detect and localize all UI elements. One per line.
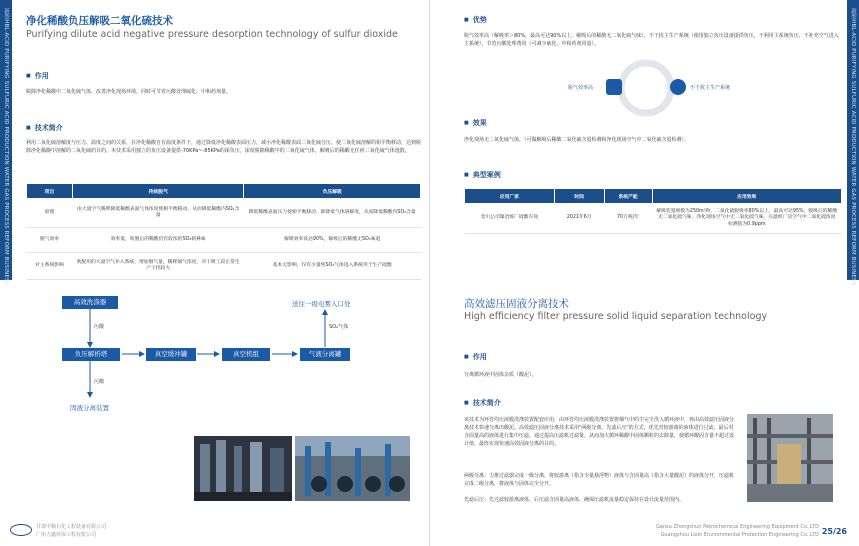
flow-node-scrubber: 高效洗涤器 [62, 296, 118, 309]
table-header: 系统产能 [604, 189, 652, 204]
table-cell: 吹脱用的大量空气补入系统，增加烟气量，稀释烟气浓度，对干吸工段正常生产干扰较大 [72, 253, 244, 280]
table-header: 项目 [27, 184, 73, 199]
table-cell: 效率低，吹脱后的稀酸仍有较浓的SO₂刺鼻味 [72, 228, 244, 253]
section2-subtitle: High efficiency filter pressure solid liquid separation technology [464, 311, 768, 322]
table-header: 负压解吸 [244, 184, 421, 199]
page-title: 净化稀酸负压解吸二氧化硫技术 [26, 15, 173, 27]
level1-text: 两级分离：力推过滤器完成一级分离，将较游离（指含少量悬浮物）液体与含固量高（指含大量酸泥）的液体分开，压滤机完成二级分离，将液体与固体完全分开。 [464, 473, 735, 487]
level2-text: 先滤后压：先过滤较游离液体，后压滤含固量高液体，确保压滤机流量稳定保持在设计流量范围内。 [464, 497, 685, 503]
flow-node-desorption-tower: 负压解析塔 [62, 348, 120, 361]
page-subtitle: Purifying dilute acid negative pressure desorption technology of sulfur dioxide [26, 29, 398, 40]
table-cell: 70万吨/年 [604, 204, 652, 234]
effect-text: 净化现场无二氧化硫气体，（可做解吸后稀酸二氧化硫含量检测和净化现场空气中二氧化硫含量检测）。 [464, 137, 690, 143]
flow-node-separator: 气液分离罐 [300, 348, 350, 361]
section-effect: ■ 效果 [464, 118, 487, 128]
table-cell: 降低稀酸表面压力使相平衡移动，即降低气体溶解度，从而降低稀酸内SO₂含量 [244, 199, 421, 228]
flow-label-dilute-acid: 污酸 [94, 324, 105, 330]
right-sidebar-text: 新型HBL·ACID PURIFYING SULFURIC ACID PRODUCTION WATER GAS PROCESS REFORM BUSINESS [850, 8, 856, 286]
left-sidebar-text: 新型HBL·ACID PURIFYING SULFURIC ACID PRODUCTION WATER GAS PROCESS REFORM BUSINESS [3, 8, 9, 286]
section2-title: 高效滤压固液分离技术 [464, 298, 569, 310]
table-row [27, 199, 421, 228]
table-cell: 解吸效率高达90%，解吸后的稀酸无SO₂味道 [244, 228, 421, 253]
section-use: ■ 作用 [26, 71, 49, 81]
footer-company-en-1: Gansu Zhongshun Petrochemical Engineering Equipment Co.,LTD [655, 524, 819, 530]
table-cell: 基本无影响，仅有少量纯SO₂气体进入系统用于生产硫酸 [244, 253, 421, 280]
use-text: 脱除净化稀酸中二氧化硫气体，改善净化现场环境，同时可节省污酸处理硫化、中和药剂量。 [26, 89, 232, 95]
section-intro: ■ 技术简介 [26, 123, 63, 133]
section-use-2: ■ 作用 [464, 352, 487, 362]
badge-efficiency: 脱气效率高 [568, 85, 594, 91]
right-page [430, 0, 859, 546]
table-header: 应用效果 [652, 189, 842, 204]
footer-company-2: 广州力鑫环保工程有限公司 [36, 532, 97, 538]
table-row [27, 228, 421, 253]
table-header: 应用厂家 [465, 189, 555, 204]
table-cell: 解吸装置规模为250m³/h，二氧化硫脱吸率80%以上，最高可达95%，脱吸后的稀酸无二氧化硫气味，净化现场空气中无二氧化硫气味，压滤机厂房空气中二氧化硫浓度检测值为0.9ppm [652, 204, 842, 234]
table-cell: 原理 [27, 199, 73, 228]
table-header: 传统脱气 [72, 184, 244, 199]
equipment-photo-2 [295, 436, 410, 501]
flow-label-dilute-acid-2: 污酸 [94, 379, 105, 385]
section-case: ■ 典型案例 [464, 170, 501, 180]
use2-text: 分离循环液中固体杂质（酸泥）。 [464, 372, 537, 378]
page-number: 25/26 [821, 527, 847, 536]
filter-press-photo [747, 414, 833, 502]
table-cell: 脱气效率 [27, 228, 73, 253]
flow-label-destination: 送往一级电雾入口处 [292, 300, 351, 308]
footer-company-1: 甘肃中顺石化工程装备有限公司 [36, 524, 107, 530]
left-sidebar [0, 0, 12, 286]
right-sidebar [847, 0, 859, 286]
flow-node-buffer-tank: 真空缓冲罐 [146, 348, 196, 361]
efficiency-icon [606, 79, 622, 95]
table-row [27, 253, 421, 280]
intro2-text: 该技术为环管均压液膜洗涤装置配套应用，由环管均压液膜洗涤装置将烟气中的尘完全洗入循环液中，再由高效滤压固液分离技术快速分离出酸泥。高效滤压固液分离技术采用"两级分离、先滤后压"的方式，优先对较游离的液体进行过滤，最后对含固量高的液体进行集中压滤，通过提高压滤机过滤量，从而加大循环稀酸中固体颗粒的去除量，使循环酸固含量不超过设计值，最终实现快速高效固液分离的目的。 [464, 417, 735, 447]
flow-node-filter: 固液分离装置 [70, 404, 109, 412]
badge-independent: 不干扰主生产系统 [690, 85, 731, 91]
table-cell: 对主系统影响 [27, 253, 73, 280]
flow-node-vacuum-unit: 真空机组 [222, 348, 270, 361]
independent-system-icon [670, 79, 686, 95]
intro-text: 利用二氧化硫溶解度与压力、温度之间的关系，在净化稀酸自有温度条件下，通过降低净化稀酸表面压力，减小净化稀酸表面二氧化硫分压，使二氧化硫溶解的相平衡移动，达到脱除净化稀酸中溶解的二氧化硫的目的。本技术采用独立的负压设备提供-70KPa~-85KPa的深负压，深度脱除稀酸中的二氧化硫气体，解吸后的稀酸无任何二氧化硫气体逸散。 [26, 140, 422, 154]
compare-table [26, 183, 421, 280]
equipment-photo-1 [194, 436, 292, 501]
table-row [465, 204, 842, 234]
section-advantages: ■ 优势 [464, 15, 487, 25]
advantages-text: 脱气效率高（解吸率＞80%，最高可达90%以上，解吸后的稀酸无二氧化硫气味），不干扰主生产系统（使用独立负压设备提供负压，不利用主系统负压，不补充空气进入主系统），节省污酸处理费用（可减少硫化、中和药剂用量）。 [464, 33, 839, 47]
table-cell: 2021年6月 [554, 204, 604, 234]
flow-label-so2: SO₂气体 [329, 324, 349, 330]
left-page [0, 0, 429, 546]
case-table [464, 188, 842, 234]
section-intro-2: ■ 技术简介 [464, 398, 501, 408]
table-header: 时间 [554, 189, 604, 204]
table-cell: 由大量空气稀释降低稀酸表面气体浓度使相平衡移动，从而降低稀酸内SO₂含量 [72, 199, 244, 228]
table-cell: 金川公司镍冶炼厂硫酸车间 [465, 204, 555, 234]
company-logo [10, 524, 32, 536]
footer-company-en-2: Guangzhou Lixin Environmental Protection Engineering Co.,LTD [660, 532, 819, 538]
